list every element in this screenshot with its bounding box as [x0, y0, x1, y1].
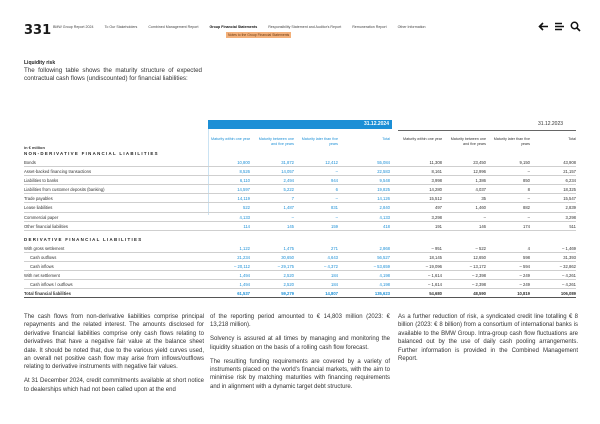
cell-value-2023: 18,145: [429, 254, 442, 260]
cell-value-2024: 59,279: [281, 291, 294, 297]
cell-value-2023: 4,037: [475, 187, 486, 193]
cell-value-2023: – 2,398: [472, 282, 486, 288]
section-header-derivative: DERIVATIVE FINANCIAL LIABILITIES: [24, 236, 143, 242]
row-label: Cash outflows: [30, 254, 57, 260]
table-header-row: [24, 137, 576, 149]
row-label: Cash inflows / outflows: [30, 282, 73, 288]
cell-value-2023: – 1,614: [428, 273, 442, 279]
top-navigation-bar: [0, 0, 600, 40]
cell-value-2023: – 19,096: [425, 263, 442, 269]
subnav-notes-tab[interactable]: Notes to the Group Financial Statements: [228, 33, 290, 37]
cell-value-2024: 145: [287, 223, 294, 229]
nav-link-management-report[interactable]: Combined Management Report: [148, 25, 199, 29]
cell-value-2023: – 249: [519, 273, 530, 279]
cell-value-2024: 14,807: [325, 291, 338, 297]
cell-value-2023: 4: [527, 245, 530, 251]
cell-value-2024: 22,583: [377, 169, 390, 175]
cell-value-2023: – 1,614: [428, 282, 442, 288]
body-column-2: [210, 313, 390, 397]
cell-value-2023: 1,386: [475, 178, 486, 184]
cell-value-2023: 15,512: [429, 196, 442, 202]
row-label: Liabilities to banks: [24, 178, 59, 184]
cell-value-2023: – 13,172: [469, 263, 486, 269]
cell-value-2023: 8: [527, 187, 530, 193]
cell-value-2024: 5,222: [283, 187, 294, 193]
cell-value-2024: 4,198: [379, 282, 390, 288]
cell-value-2024: 7: [291, 196, 294, 202]
cell-value-2023: 21,157: [563, 169, 576, 175]
nav-link-other-information[interactable]: Other Information: [397, 25, 426, 29]
toolbar-icons: [538, 21, 581, 32]
cell-value-2024: 14,126: [377, 196, 390, 202]
row-label: With gross settlement: [24, 245, 65, 251]
table-row: [24, 158, 576, 167]
cell-value-2023: 54,680: [429, 291, 442, 297]
cell-value-2024: 4,133: [379, 214, 390, 220]
cell-value-2024: 4,643: [327, 254, 338, 260]
cell-value-2024: 2,520: [283, 273, 294, 279]
table-row: [24, 194, 576, 203]
nav-link-stakeholders[interactable]: To Our Stakeholders: [104, 25, 138, 29]
cell-value-2024: 271: [331, 245, 338, 251]
search-icon[interactable]: [570, 21, 581, 32]
cell-value-2024: 135,623: [374, 291, 390, 297]
cell-value-2023: –: [483, 214, 486, 220]
cell-value-2024: 2,868: [379, 245, 390, 251]
current-year-header-bar: [208, 120, 392, 129]
cell-value-2024: 30,650: [281, 254, 294, 260]
cell-value-2023: –: [527, 169, 530, 175]
row-label: Liabilities from customer deposits (banking): [24, 187, 105, 193]
cell-value-2023: 106,089: [560, 291, 576, 297]
nav-link-responsibility-statement[interactable]: Responsibility Statement and Auditor's Report: [268, 25, 342, 29]
unit-label: in € million: [24, 145, 45, 150]
cell-value-2023: –: [527, 214, 530, 220]
cell-value-2024: –: [335, 214, 338, 220]
menu-icon[interactable]: [554, 21, 565, 32]
cell-value-2023: –: [527, 196, 530, 202]
col-header-one-to-five-years-prev: Maturity between one and five years: [450, 137, 486, 146]
col-header-later-than-five-years-prev: Maturity later than five years: [493, 137, 530, 146]
cell-value-2023: – 4,261: [562, 282, 576, 288]
cell-value-2024: 21,234: [237, 254, 250, 260]
cell-value-2023: – 594: [519, 263, 530, 269]
col-header-within-one-year-prev: Maturity within one year: [403, 137, 442, 141]
cell-value-2023: 3,298: [431, 214, 442, 220]
row-label: With net settlement: [24, 273, 60, 279]
nav-link-remuneration-report[interactable]: Remuneration Report: [352, 25, 387, 29]
cell-value-2024: 8,526: [239, 169, 250, 175]
cell-value-2023: 11,308: [429, 160, 442, 165]
previous-date-label: 31.12.2023: [538, 121, 564, 127]
row-label: Other financial liabilities: [24, 223, 68, 229]
col-header-within-one-year: Maturity within one year: [211, 137, 250, 141]
cell-value-2024: 56,527: [377, 254, 390, 260]
cell-value-2024: 2,494: [283, 178, 294, 184]
current-date-label: 31.12.2024: [363, 121, 389, 127]
cell-value-2024: 1,122: [239, 245, 250, 251]
cell-value-2024: –: [335, 196, 338, 202]
table-row: [24, 271, 576, 280]
cell-value-2023: 174: [523, 223, 530, 229]
cell-value-2023: 3,998: [431, 178, 442, 184]
cell-value-2024: 1,487: [283, 205, 294, 211]
row-label: Commercial paper: [24, 214, 59, 220]
cell-value-2023: 6,234: [565, 178, 576, 184]
col-header-total-prev: Total: [568, 137, 576, 141]
cell-value-2024: 10,800: [237, 160, 250, 165]
cell-value-2024: 31,872: [281, 160, 294, 165]
cell-value-2024: 4,133: [239, 214, 250, 220]
cell-value-2024: – 29,175: [277, 263, 294, 269]
nav-link-financial-statements[interactable]: Group Financial Statements: [209, 25, 258, 29]
cell-value-2023: 14,280: [429, 187, 442, 193]
cell-value-2023: 10,819: [517, 291, 530, 297]
cell-value-2023: 1,460: [475, 205, 486, 211]
cell-value-2024: –: [291, 214, 294, 220]
table-row: [24, 253, 576, 262]
cell-value-2023: – 522: [475, 245, 486, 251]
table-row: [24, 244, 576, 253]
cell-value-2024: 4,198: [379, 273, 390, 279]
cell-value-2023: 48,590: [473, 291, 486, 297]
cell-value-2023: 598: [523, 254, 530, 260]
cell-value-2023: – 2,398: [472, 273, 486, 279]
col-header-one-to-five-years: Maturity between one and five years: [258, 137, 294, 146]
row-label: Cash inflows: [30, 263, 54, 269]
cell-value-2023: – 4,261: [562, 273, 576, 279]
cell-value-2024: 184: [331, 273, 338, 279]
table-row: [24, 213, 576, 222]
cell-value-2023: 43,908: [563, 160, 576, 165]
paragraph: of the reporting period amounted to € 14,803 million (2023: € 13,218 million).: [210, 314, 390, 329]
paragraph: The resulting funding requirements are covered by a variety of instruments placed on the world's financial markets, with the aim to minimise risk by matching maturities with financing requirements and in alignment with a dynamic target debt structure.: [210, 358, 390, 390]
cell-value-2023: – 32,862: [559, 263, 576, 269]
nav-link-group-report[interactable]: BMW Group Report 2024: [53, 25, 94, 29]
paragraph: As a further reduction of risk, a syndicated credit line totalling € 8 billion (2023: € 8 billion) from a consortium of international banks is available to the BMW Group. Intra-group cash flow fluctuations are balanced out by the use of daily cash pooling arrangements. Further information is provided in the Combined Management Report.: [398, 314, 578, 363]
cell-value-2024: 6: [335, 187, 338, 193]
row-label: Trade payables: [24, 196, 53, 202]
cell-value-2024: – 20,112: [234, 263, 250, 269]
cell-value-2024: 1,475: [283, 245, 294, 251]
cell-value-2023: 882: [523, 205, 530, 211]
cell-value-2023: – 1,469: [562, 245, 576, 251]
cell-value-2024: – 4,372: [324, 263, 338, 269]
row-label: Total financial liabilities: [24, 291, 71, 297]
table-row: [24, 280, 576, 289]
cell-value-2024: 14,119: [237, 196, 250, 202]
cell-value-2024: 6,110: [239, 178, 250, 184]
cell-value-2024: 61,537: [237, 291, 250, 297]
cell-value-2023: 23,450: [473, 160, 486, 165]
cell-value-2024: – 53,659: [373, 263, 390, 269]
cell-value-2023: 12,650: [473, 254, 486, 260]
table-row: [24, 203, 576, 212]
cell-value-2023: 2,839: [565, 205, 576, 211]
cell-value-2023: 191: [435, 223, 442, 229]
cell-value-2024: 55,084: [377, 160, 390, 165]
cell-value-2023: 8,161: [431, 169, 442, 175]
row-divider: [24, 297, 576, 299]
table-row: [24, 185, 576, 194]
cell-value-2024: 14,057: [281, 169, 294, 175]
section-header-non-derivative: NON-DERIVATIVE FINANCIAL LIABILITIES: [24, 151, 159, 156]
table-row: [24, 222, 576, 231]
cell-value-2024: –: [335, 169, 338, 175]
cell-value-2023: 12,996: [473, 169, 486, 175]
cell-value-2024: 1,494: [239, 282, 250, 288]
cell-value-2024: 159: [331, 223, 338, 229]
table-row: [24, 262, 576, 271]
paragraph: The cash flows from non-derivative liabilities comprise principal repayments and the related interest. The amounts disclosed for derivative financial liabilities comprise only cash flows relating to derivatives that have a negative fair value at the balance sheet date. It should be noted that, due to the various yield curves used, an overall net positive cash flow may arise from inflows/outflows relating to derivative instruments with negative fair values.: [24, 314, 204, 371]
previous-year-header-rule: [398, 130, 576, 131]
cell-value-2024: 184: [331, 282, 338, 288]
cell-value-2023: 511: [569, 223, 576, 229]
cell-value-2023: 15,547: [563, 196, 576, 202]
section-heading: Liquidity risk: [24, 60, 56, 66]
cell-value-2023: 3,298: [565, 214, 576, 220]
row-label: Asset-backed financing transactions: [24, 169, 92, 175]
cell-value-2024: 944: [331, 178, 338, 184]
row-label: Lease liabilities: [24, 205, 53, 211]
table-total-row: [24, 289, 576, 298]
col-header-total: Total: [382, 137, 390, 141]
cell-value-2023: 850: [523, 178, 530, 184]
main-navigation: [53, 25, 437, 29]
cell-value-2023: – 249: [519, 282, 530, 288]
cell-value-2024: 418: [383, 223, 390, 229]
page-number: 331: [24, 23, 52, 38]
cell-value-2024: 831: [331, 205, 338, 211]
cell-value-2024: 9,548: [379, 178, 390, 184]
cell-value-2023: 18,325: [563, 187, 576, 193]
cell-value-2024: 114: [243, 223, 250, 229]
row-label: Bonds: [24, 160, 36, 165]
cell-value-2024: 2,840: [379, 205, 390, 211]
cell-value-2023: – 951: [431, 245, 442, 251]
col-header-later-than-five-years: Maturity later than five years: [301, 137, 338, 146]
table-row: [24, 176, 576, 185]
cell-value-2024: 12,412: [325, 160, 338, 165]
cell-value-2024: 14,597: [237, 187, 250, 193]
paragraph: At 31 December 2024, credit commitments available at short notice to dealerships which had not been called upon at the end: [24, 378, 204, 393]
cell-value-2023: 9,150: [519, 160, 530, 165]
cell-value-2024: 19,825: [377, 187, 390, 193]
cell-value-2023: 35: [481, 196, 486, 202]
cell-value-2024: 1,494: [239, 273, 250, 279]
cell-value-2024: 522: [243, 205, 250, 211]
cell-value-2024: 2,520: [283, 282, 294, 288]
liquidity-maturity-table: [24, 137, 576, 298]
body-column-1: [24, 313, 204, 400]
intro-paragraph: The following table shows the maturity structure of expected contractual cash flows (undiscounted) for financial liabilities:: [24, 67, 202, 83]
body-column-3: [398, 313, 578, 369]
cell-value-2023: 497: [435, 205, 442, 211]
paragraph: Solvency is assured at all times by managing and monitoring the liquidity situation on the basis of a rolling cash flow forecast.: [210, 336, 390, 351]
table-row: [24, 167, 576, 176]
cell-value-2023: 31,393: [563, 254, 576, 260]
cell-value-2023: 146: [479, 223, 486, 229]
back-arrow-icon[interactable]: [538, 21, 549, 32]
row-divider: [24, 230, 576, 231]
